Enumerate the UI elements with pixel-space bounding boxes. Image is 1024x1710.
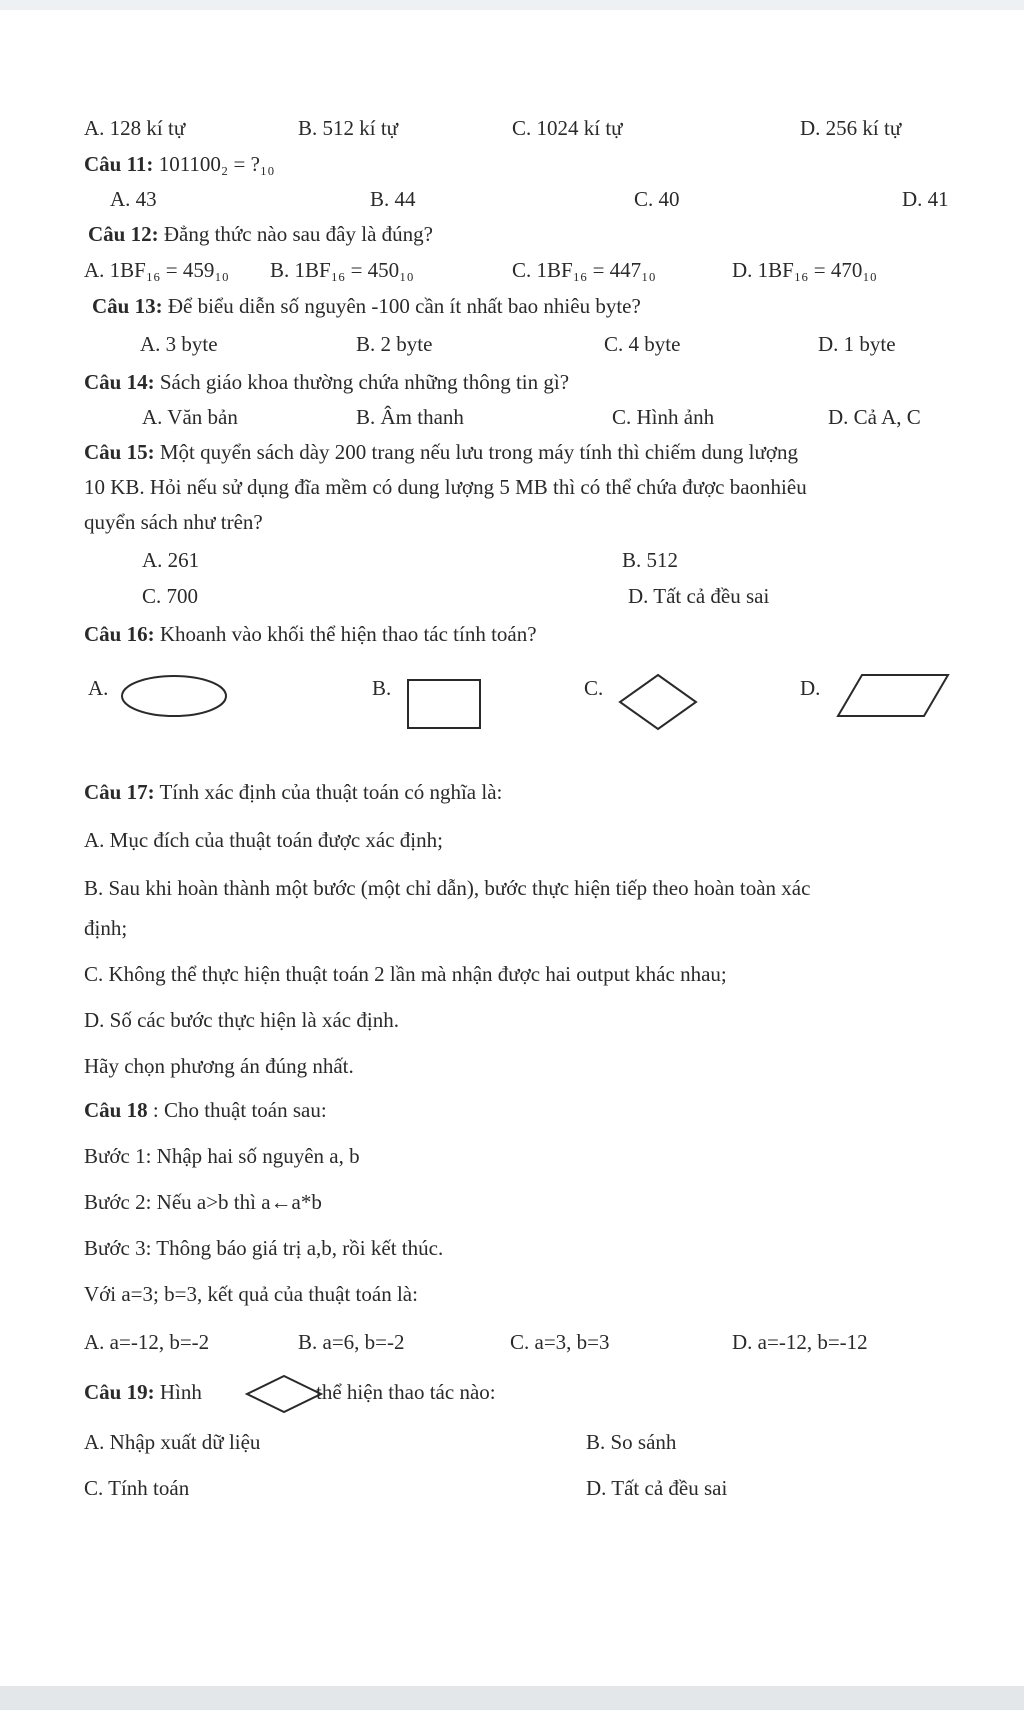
q18-question xyxy=(84,1098,327,1123)
q15-text-1: Một quyển sách dày 200 trang nếu lưu trong máy tính thì chiếm dung lượng xyxy=(159,440,798,464)
q16-option-b: B. xyxy=(372,676,392,700)
q13-option-b: B. 2 byte xyxy=(356,332,433,356)
q17-option-b-line-1: B. Sau khi hoàn thành một bước (một chỉ dẫn), bước thực hiện tiếp theo hoàn toàn xác xyxy=(84,876,811,900)
q18-step-2: Bước 2: Nếu a>b thì a←a*b xyxy=(84,1190,322,1214)
q13-question xyxy=(92,294,641,319)
q12-option-c: C. 1BF₁₆ = 447₁₀ xyxy=(512,258,656,282)
q17-option-a: A. Mục đích của thuật toán được xác định; xyxy=(84,828,443,852)
q14-option-a: A. Văn bản xyxy=(142,405,238,429)
q15-option-a: A. 261 xyxy=(142,548,200,572)
q15-label: Câu 15: xyxy=(84,440,155,464)
q10-option-d: D. 256 kí tự xyxy=(800,116,902,140)
q13-option-d: D. 1 byte xyxy=(818,332,896,356)
q14-label: Câu 14: xyxy=(84,370,155,394)
q16-label: Câu 16: xyxy=(84,622,155,646)
rectangle-shape xyxy=(406,678,484,732)
q16-text: Khoanh vào khối thể hiện thao tác tính toán? xyxy=(159,622,537,646)
q10-option-b: B. 512 kí tự xyxy=(298,116,399,140)
q18-step-3: Bước 3: Thông báo giá trị a,b, rồi kết thúc. xyxy=(84,1236,444,1260)
q15-option-b: B. 512 xyxy=(622,548,679,572)
q17-option-b-line-2: định; xyxy=(84,916,128,940)
q15-text-2: 10 KB. Hỏi nếu sử dụng đĩa mềm có dung lượng 5 MB thì có thể chứa được baonhiêu xyxy=(84,475,807,499)
q13-text: Để biểu diễn số nguyên -100 cần ít nhất bao nhiêu byte? xyxy=(167,294,641,318)
q19-option-b: B. So sánh xyxy=(586,1430,677,1454)
q10-option-a: A. 128 kí tự xyxy=(84,116,186,140)
q13-option-a: A. 3 byte xyxy=(140,332,218,356)
q16-option-c: C. xyxy=(584,676,604,700)
q14-option-c: C. Hình ảnh xyxy=(612,405,715,429)
q18-label: Câu 18 xyxy=(84,1098,148,1122)
q18-given: Với a=3; b=3, kết quả của thuật toán là: xyxy=(84,1282,418,1306)
q17-option-c: C. Không thể thực hiện thuật toán 2 lần mà nhận được hai output khác nhau; xyxy=(84,962,727,986)
q18-text: : Cho thuật toán sau: xyxy=(152,1098,327,1122)
q19-option-c: C. Tính toán xyxy=(84,1476,190,1500)
q18-option-b: B. a=6, b=-2 xyxy=(298,1330,405,1354)
q14-option-b: B. Âm thanh xyxy=(356,405,464,429)
q18-step-1: Bước 1: Nhập hai số nguyên a, b xyxy=(84,1144,360,1168)
q10-option-c: C. 1024 kí tự xyxy=(512,116,623,140)
q15-option-d: D. Tất cả đều sai xyxy=(628,584,770,608)
q19-text-1: Hình xyxy=(159,1380,202,1404)
q17-label: Câu 17: xyxy=(84,780,155,804)
q17-option-d: D. Số các bước thực hiện là xác định. xyxy=(84,1008,399,1032)
q12-text: Đẳng thức nào sau đây là đúng? xyxy=(163,222,433,246)
q15-text-3: quyển sách như trên? xyxy=(84,510,263,534)
bottom-strip xyxy=(0,1686,1024,1710)
q12-option-b: B. 1BF₁₆ = 450₁₀ xyxy=(270,258,414,282)
q11-question xyxy=(84,152,275,177)
q17-prompt: Hãy chọn phương án đúng nhất. xyxy=(84,1054,354,1078)
q16-option-d: D. xyxy=(800,676,821,700)
q19-option-d: D. Tất cả đều sai xyxy=(586,1476,728,1500)
q17-text: Tính xác định của thuật toán có nghĩa là: xyxy=(159,780,503,804)
q18-option-d: D. a=-12, b=-12 xyxy=(732,1330,868,1354)
q19-option-a: A. Nhập xuất dữ liệu xyxy=(84,1430,261,1454)
q11-option-a: A. 43 xyxy=(110,187,157,211)
q18-option-a: A. a=-12, b=-2 xyxy=(84,1330,210,1354)
q19-label: Câu 19: xyxy=(84,1380,155,1404)
diamond-shape-inline xyxy=(244,1374,324,1414)
q15-option-c: C. 700 xyxy=(142,584,199,608)
q12-option-a: A. 1BF₁₆ = 459₁₀ xyxy=(84,258,229,282)
ellipse-shape xyxy=(118,672,230,722)
q14-option-d: D. Cả A, C xyxy=(828,405,921,429)
q18-option-c: C. a=3, b=3 xyxy=(510,1330,610,1354)
q19-question-start xyxy=(84,1380,202,1405)
q14-question xyxy=(84,370,569,395)
q12-question xyxy=(88,222,433,247)
q17-question xyxy=(84,780,502,805)
q14-text: Sách giáo khoa thường chứa những thông tin gì? xyxy=(159,370,570,394)
parallelogram-shape xyxy=(834,672,952,720)
q11-label: Câu 11: xyxy=(84,152,154,176)
diamond-shape xyxy=(616,672,700,732)
q19-text-2: thể hiện thao tác nào: xyxy=(316,1380,496,1404)
q15-question-line-1 xyxy=(84,440,798,465)
q16-option-a: A. xyxy=(88,676,109,700)
q16-question xyxy=(84,622,537,647)
q11-option-b: B. 44 xyxy=(370,187,416,211)
q11-text: 101100₂ = ?₁₀ xyxy=(158,152,275,176)
q13-option-c: C. 4 byte xyxy=(604,332,681,356)
q13-label: Câu 13: xyxy=(92,294,163,318)
q11-option-d: D. 41 xyxy=(902,187,949,211)
q11-option-c: C. 40 xyxy=(634,187,680,211)
q12-option-d: D. 1BF₁₆ = 470₁₀ xyxy=(732,258,877,282)
q12-label: Câu 12: xyxy=(88,222,159,246)
